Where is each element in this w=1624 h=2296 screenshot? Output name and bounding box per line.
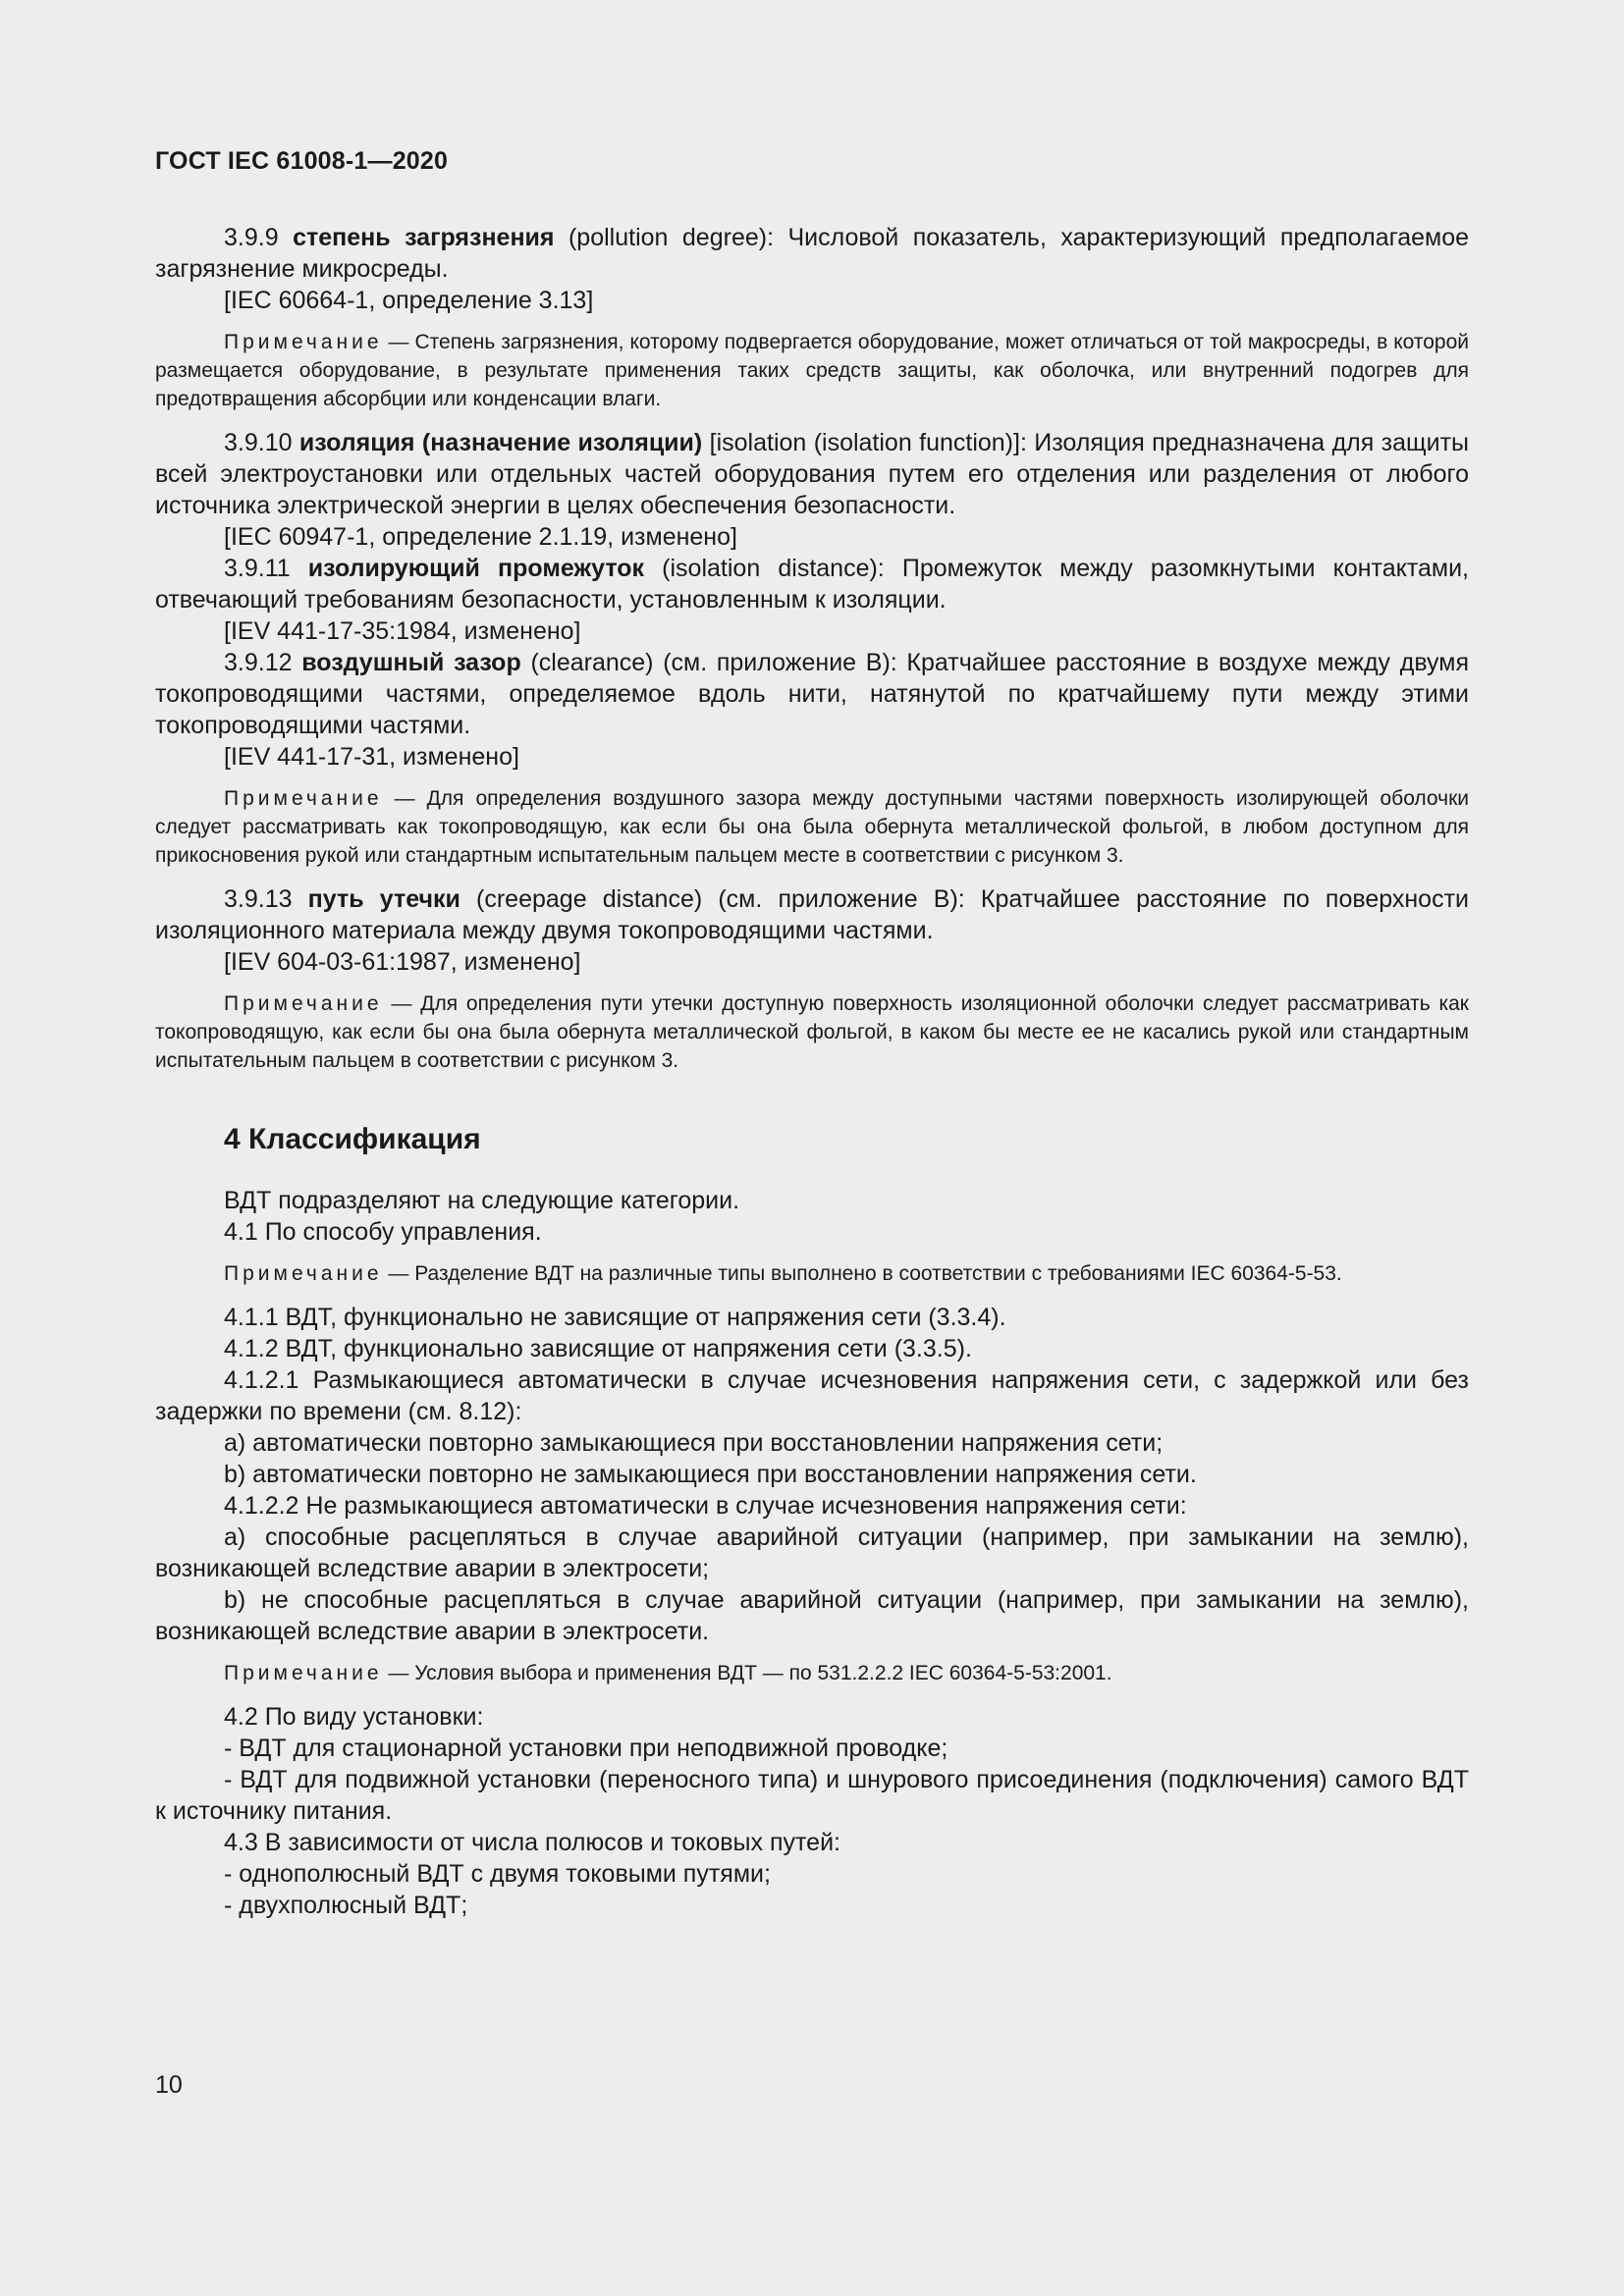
reference: [IEV 604-03-61:1987, изменено]: [224, 948, 581, 976]
list-item: а) автоматически повторно замыкающиеся при восстановлении напряжения сети;: [224, 1429, 1164, 1457]
clause-number: 3.9.12: [224, 649, 302, 676]
note-text: — Разделение ВДТ на различные типы выполнено в соответствии с требованиями IEC 60364-5-53.: [382, 1262, 1342, 1285]
note-text: — Для определения воздушного зазора между доступными частями поверхность изолирующей оболочки следует рассматривать как токопроводящую, как если бы она была обернута металлической фольгой, в любом доступном для прикосновения рукой или стандартным испытательным пальцем месте в соответствии с рисунком 3.: [155, 787, 1469, 867]
clause-number: 3.9.10: [224, 429, 299, 456]
note: [155, 1259, 1469, 1288]
paragraph: 4.1.2.2 Не размыкающиеся автоматически в случае исчезновения напряжения сети:: [224, 1492, 1187, 1520]
paragraph: 4.1.2 ВДТ, функционально зависящие от напряжения сети (3.3.5).: [224, 1335, 972, 1362]
list-item: b) автоматически повторно не замыкающиеся при восстановлении напряжения сети.: [224, 1461, 1197, 1488]
clause-3-9-9: [155, 222, 1469, 285]
note-text: — Для определения пути утечки доступную поверхность изоляционной оболочки следует рассматривать как токопроводящую, как если бы она была обернута металлической фольгой, в каком бы месте ее не касались рукой или стандартным испытательным пальцем в соответствии с рисунком 3.: [155, 992, 1469, 1072]
reference: [IEC 60664-1, определение 3.13]: [224, 287, 594, 314]
note-label: Примечание: [224, 1662, 383, 1684]
page-number: 10: [155, 2071, 183, 2099]
term: воздушный зазор: [301, 649, 521, 676]
clause-3-9-12: [155, 647, 1469, 741]
paragraph: 4.1.2.1 Размыкающиеся автоматически в случае исчезновения напряжения сети, с задержкой или без задержки по времени (см. 8.12):: [155, 1366, 1469, 1425]
note-text: — Степень загрязнения, которому подвергается оборудование, может отличаться от той макросреды, в которой размещается оборудование, в результате применения таких средств защиты, как оболочка, или внутренний подогрев для предотвращения абсорбции или конденсации влаги.: [155, 331, 1469, 410]
definition: (pollution degree): Числовой показатель, характеризующий предполагаемое загрязнение микросреды.: [155, 224, 1469, 283]
term: путь утечки: [307, 885, 460, 913]
list-item: - ВДТ для подвижной установки (переносного типа) и шнурового присоединения (подключения) самого ВДТ к источнику питания.: [155, 1766, 1469, 1825]
paragraph: 4.1 По способу управления.: [224, 1218, 542, 1246]
note-text: — Условия выбора и применения ВДТ — по 531.2.2.2 IEC 60364-5-53:2001.: [382, 1662, 1112, 1684]
note: [155, 1659, 1469, 1687]
clause-3-9-13: [155, 883, 1469, 946]
definition: [isolation (isolation function)]: Изоляция предназначена для защиты всей электроустановки или отдельных частей оборудования путем его отделения или разделения от любого источника электрической энергии в целях обеспечения безопасности.: [155, 429, 1469, 519]
note: [155, 328, 1469, 413]
list-item: - однополюсный ВДТ с двумя токовыми путями;: [224, 1860, 771, 1888]
note: [155, 989, 1469, 1075]
list-item: b) не способные расцепляться в случае аварийной ситуации (например, при замыкании на землю), возникающей вследствие аварии в электросети.: [155, 1586, 1469, 1645]
definition: (creepage distance) (см. приложение B): Кратчайшее расстояние по поверхности изоляционного материала между двумя токопроводящими частями.: [155, 885, 1470, 944]
page-header: ГОСТ IEC 61008-1—2020: [155, 147, 449, 175]
clause-3-9-11: [155, 553, 1469, 615]
page-content: [155, 222, 1469, 1921]
list-item: - ВДТ для стационарной установки при неподвижной проводке;: [224, 1735, 948, 1762]
note-label: Примечание: [224, 331, 383, 353]
list-item: - двухполюсный ВДТ;: [224, 1892, 468, 1919]
clause-number: 3.9.9: [224, 224, 294, 251]
clause-number: 3.9.11: [224, 555, 308, 582]
reference: [IEC 60947-1, определение 2.1.19, изменено]: [224, 523, 737, 551]
paragraph: 4.2 По виду установки:: [224, 1703, 484, 1731]
list-item: а) способные расцепляться в случае аварийной ситуации (например, при замыкании на землю), возникающей вследствие аварии в электросети;: [155, 1523, 1469, 1582]
note-label: Примечание: [224, 992, 383, 1015]
section-heading: 4 Классификация: [224, 1123, 481, 1155]
note: [155, 784, 1469, 870]
definition: (clearance) (см. приложение B): Кратчайшее расстояние в воздухе между двумя токопроводящими частями, определяемое вдоль нити, натянутой по кратчайшему пути между этими токопроводящими частями.: [155, 649, 1469, 739]
term: степень загрязнения: [293, 224, 555, 251]
paragraph: ВДТ подразделяют на следующие категории.: [224, 1187, 740, 1214]
paragraph: 4.1.1 ВДТ, функционально не зависящие от напряжения сети (3.3.4).: [224, 1304, 1006, 1331]
clause-number: 3.9.13: [224, 885, 308, 913]
note-label: Примечание: [224, 1262, 383, 1285]
paragraph: 4.3 В зависимости от числа полюсов и токовых путей:: [224, 1829, 840, 1856]
reference: [IEV 441-17-35:1984, изменено]: [224, 617, 581, 645]
term: изоляция (назначение изоляции): [298, 429, 703, 456]
clause-3-9-10: [155, 427, 1469, 521]
note-label: Примечание: [224, 787, 383, 810]
definition: (isolation distance): Промежуток между разомкнутыми контактами, отвечающий требованиям безопасности, установленным к изоляции.: [155, 555, 1469, 614]
reference: [IEV 441-17-31, изменено]: [224, 743, 519, 771]
term: изолирующий промежуток: [307, 555, 645, 582]
